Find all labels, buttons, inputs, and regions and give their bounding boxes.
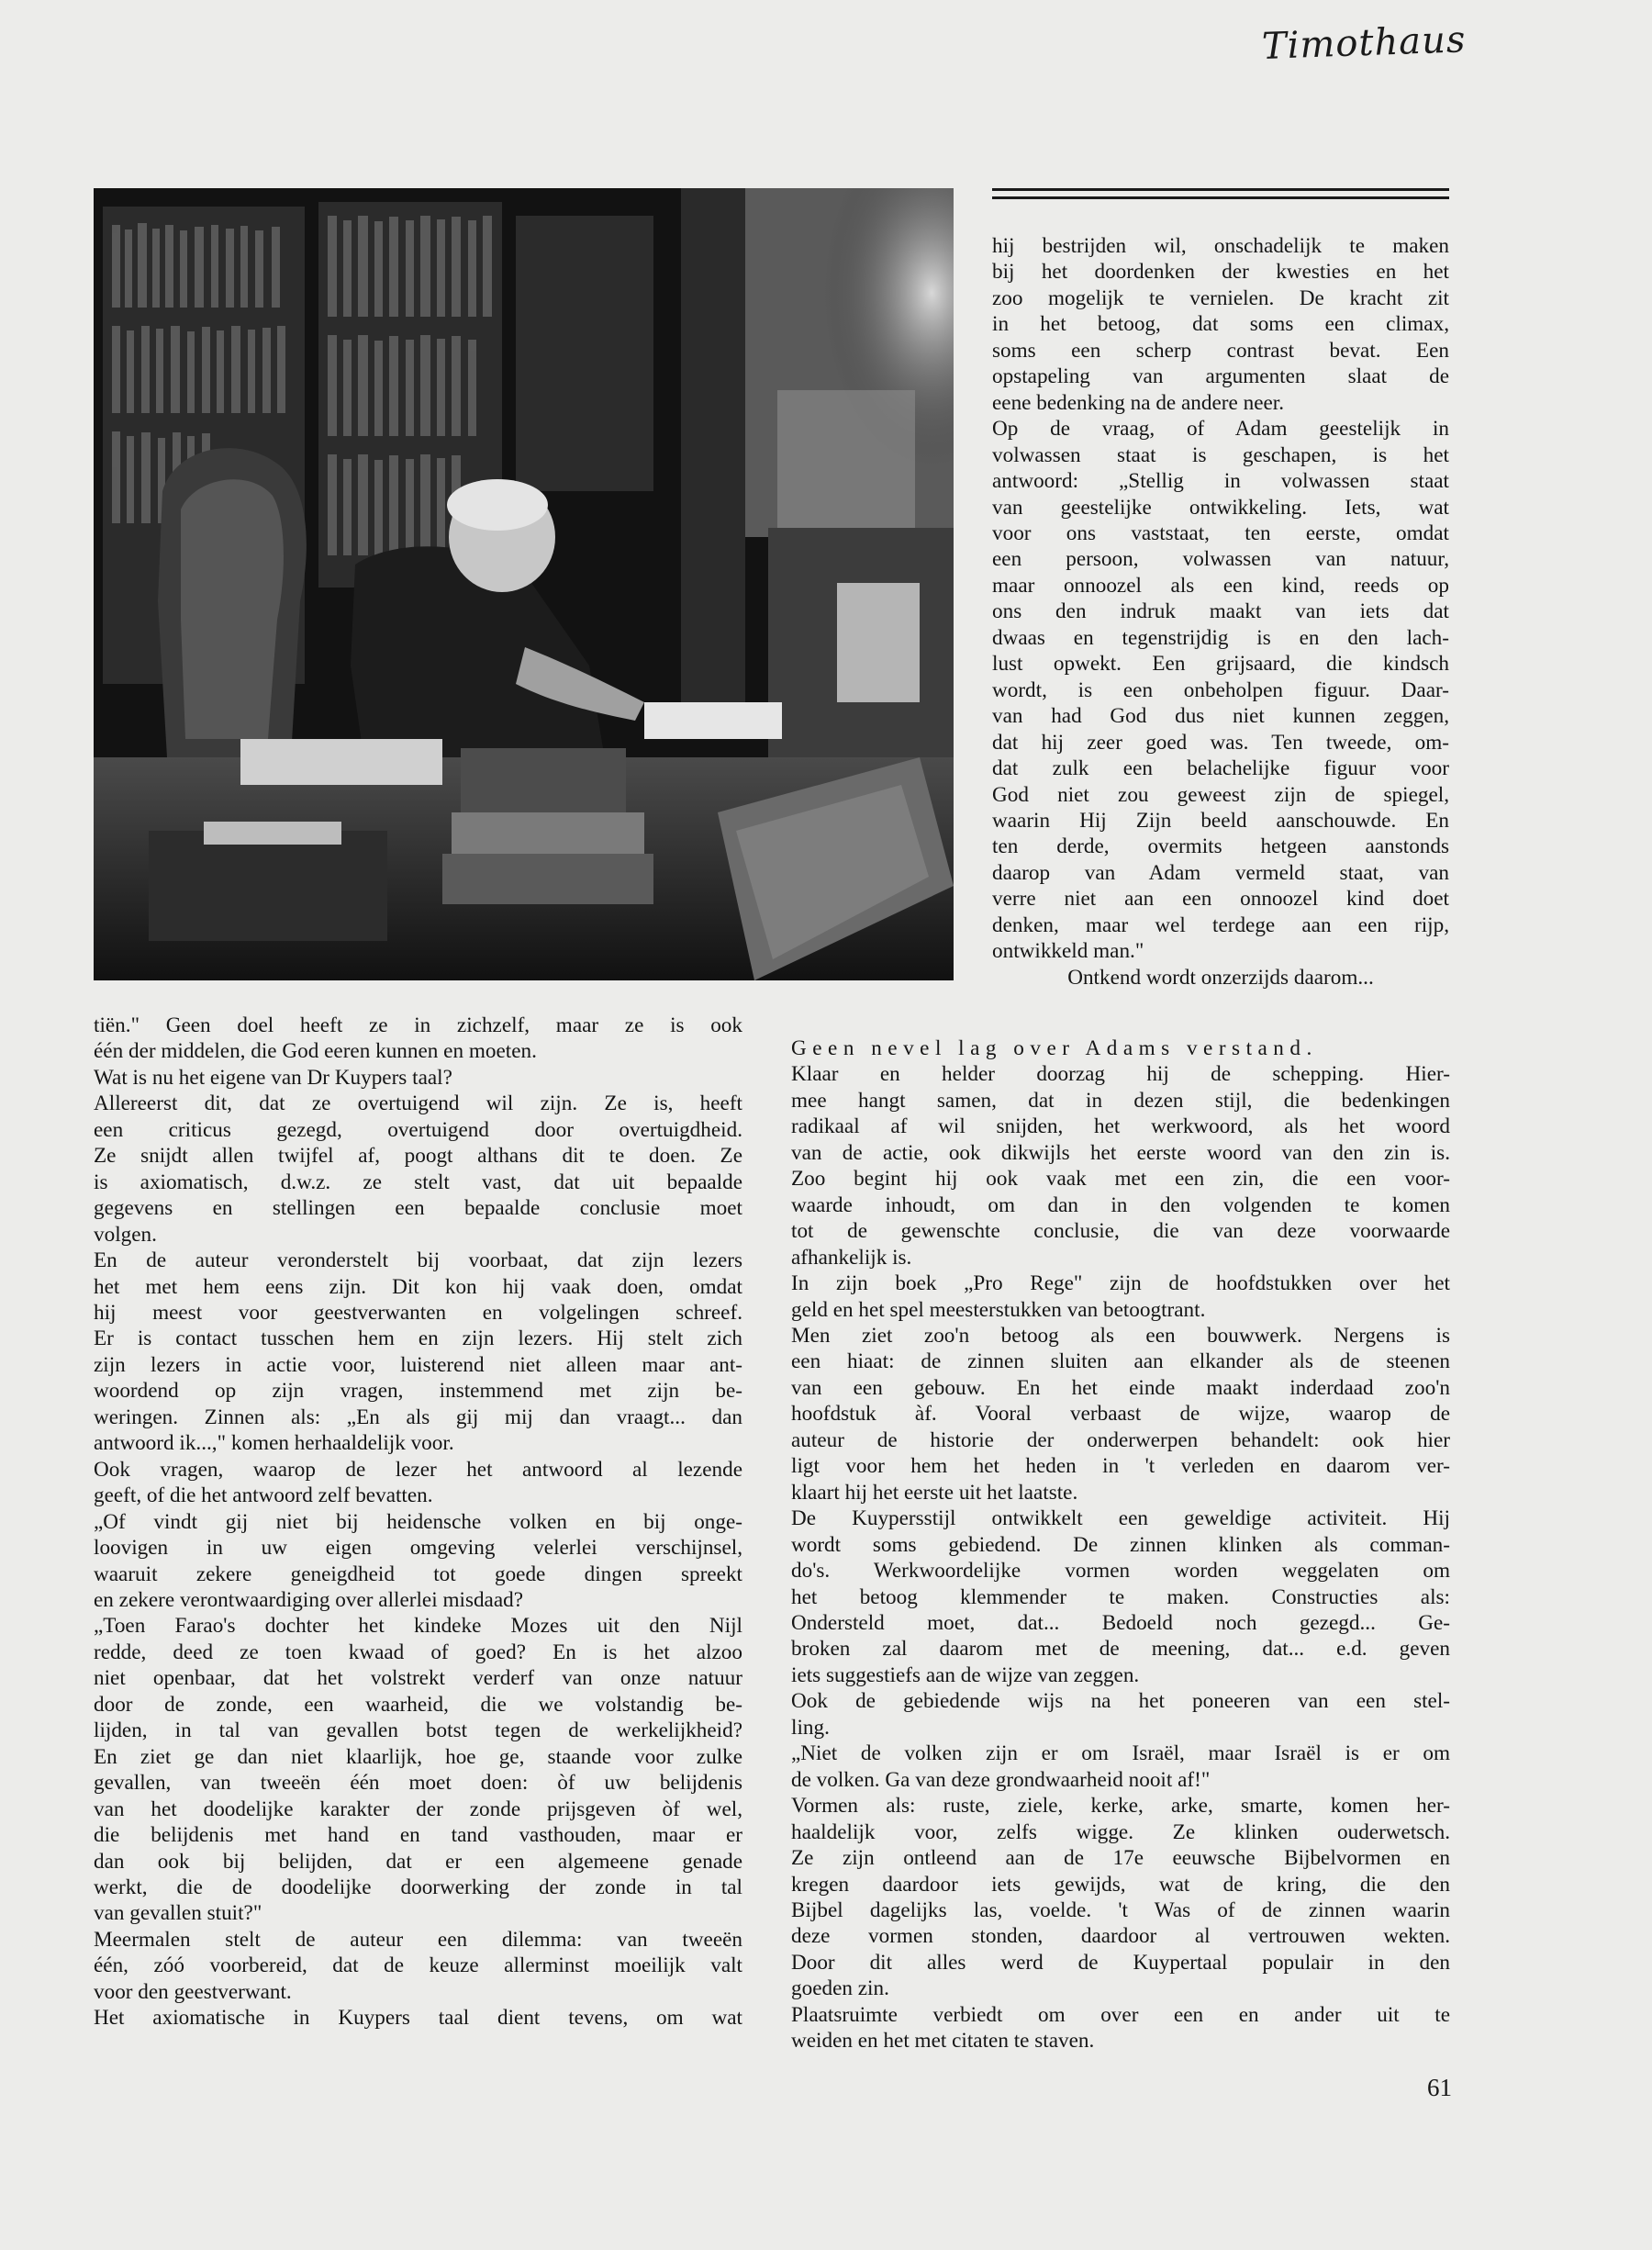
text-line: dwaas en tegenstrijdig is en den lach- <box>992 625 1449 650</box>
text-line: Ook vragen, waarop de lezer het antwoord al lezende <box>94 1457 742 1482</box>
text-line: gegevens en stellingen een bepaalde conclusie moet <box>94 1196 742 1221</box>
text-line: volgen. <box>94 1222 157 1247</box>
text-line: voor ons vaststaat, ten eerste, omdat <box>992 521 1449 545</box>
text-line: „Niet de volken zijn er om Israël, maar Israël is er om <box>791 1741 1450 1766</box>
text-line: zijn lezers in actie voor, luisterend niet alleen maar ant- <box>94 1352 742 1377</box>
text-line: gevallen, van tweeën één moet doen: òf uw belijdenis <box>94 1771 742 1796</box>
text-line: weiden en het met citaten te staven. <box>791 2029 1095 2054</box>
text-line: hij meest voor geestverwanten en volgelingen schreef. <box>94 1300 742 1325</box>
text-line: ons den indruk maakt van iets dat <box>992 599 1449 624</box>
page-number: 61 <box>1427 2074 1452 2101</box>
text-line: lust opwekt. Een grijsaard, die kindsch <box>992 652 1449 677</box>
text-line: waaruit zekere geneigdheid tot goede dingen spreekt <box>94 1562 742 1586</box>
text-line: verre niet aan een onnoozel kind doet <box>992 887 1449 912</box>
text-line: het betoog klemmender te maken. Constructies als: <box>791 1584 1450 1609</box>
text-line: auteur de historie der onderwerpen behandelt: ook hier <box>791 1427 1450 1452</box>
text-line: zoo mogelijk te vernielen. De kracht zit <box>992 285 1449 310</box>
text-line: geld en het spel meesterstukken van betoogtrant. <box>791 1297 1206 1322</box>
text-line: Wat is nu het eigene van Dr Kuypers taal? <box>94 1065 452 1090</box>
text-line: een hiaat: de zinnen sluiten aan elkander als de steenen <box>791 1349 1450 1374</box>
text-line: bij het doordenken der kwesties en het <box>992 260 1449 285</box>
text-line: ten derde, overmits hetgeen aanstonds <box>992 834 1449 859</box>
article-text-right-top <box>992 233 1449 991</box>
text-line: Ze zijn ontleend aan de 17e eeuwsche Bijbelvormen en <box>791 1846 1450 1871</box>
text-line: Zoo begint hij ook vaak met een zin, die een voor- <box>791 1167 1450 1192</box>
text-line: do's. Werkwoordelijke vormen worden weggelaten om <box>791 1559 1450 1584</box>
text-line: lijden, in tal van gevallen botst tegen de werkelijkheid? <box>94 1718 742 1743</box>
text-line: antwoord ik...," komen herhaaldelijk voor. <box>94 1431 454 1456</box>
photo-scholar-at-desk-icon <box>94 188 954 980</box>
text-line: God niet zou geweest zijn de spiegel, <box>992 782 1449 807</box>
text-line: door de zonde, een waarheid, die we volstandig be- <box>94 1692 742 1717</box>
text-line: De Kuypersstijl ontwikkelt een geweldige activiteit. Hij <box>791 1506 1450 1531</box>
text-line: dan ook bij belijden, dat er een algemeene genade <box>94 1849 742 1874</box>
text-line: Er is contact tusschen hem en zijn lezers. Hij stelt zich <box>94 1326 742 1351</box>
text-line: Door dit alles werd de Kuypertaal populair in den <box>791 1950 1450 1975</box>
text-line: En de auteur veronderstelt bij voorbaat, dat zijn lezers <box>94 1248 742 1273</box>
text-line: volwassen staat is geschapen, is het <box>992 442 1449 467</box>
text-line: woordend op zijn vragen, instemmend met zijn be- <box>94 1379 742 1404</box>
text-line: werkt, die de doodelijke doorwerking der zonde in tal <box>94 1875 742 1899</box>
photo-scholar-at-desk <box>94 188 954 980</box>
text-line: die belijdenis met hand en tand vasthouden, maar er <box>94 1823 742 1848</box>
text-line: afhankelijk is. <box>791 1245 912 1270</box>
text-line: Ondersteld moet, dat... Bedoeld noch gezegd... Ge- <box>791 1610 1450 1635</box>
text-line: tiën." Geen doel heeft ze in zichzelf, maar ze is ook <box>94 1013 742 1037</box>
text-line: één, zóó voorbereid, dat de keuze allerminst moeilijk valt <box>94 1953 742 1978</box>
text-line: van had God dus niet kunnen zeggen, <box>992 704 1449 729</box>
article-text-right-bottom <box>791 1035 1450 2054</box>
text-line: Men ziet zoo'n betoog als een bouwwerk. Nergens is <box>791 1323 1450 1348</box>
text-line: kregen daardoor iets gewijds, wat de kring, die den <box>791 1872 1450 1897</box>
text-line: broken zal daarom met de meening, dat... e.d. geven <box>791 1637 1450 1662</box>
text-line: wordt soms gebiedend. De zinnen klinken als comman- <box>791 1532 1450 1557</box>
text-line: haaldelijk voor, zelfs wigge. Ze klinken ouderwetsch. <box>791 1819 1450 1844</box>
text-line: geeft, of die het antwoord zelf bevatten. <box>94 1483 433 1508</box>
text-line: voor den geestverwant. <box>94 1979 292 2004</box>
column-top-rule-second <box>992 196 1449 199</box>
text-line: weringen. Zinnen als: „En als gij mij dan vraagt... dan <box>94 1405 742 1429</box>
text-line: hij bestrijden wil, onschadelijk te maken <box>992 234 1449 258</box>
text-line: daarop van Adam vermeld staat, van <box>992 860 1449 885</box>
text-line: en zekere verontwaardiging over allerlei misdaad? <box>94 1587 524 1612</box>
text-line: ling. <box>791 1715 830 1740</box>
text-line: klaart hij het eerste uit het laatste. <box>791 1480 1078 1505</box>
column-top-rule <box>992 188 1449 191</box>
text-line: Ze snijdt allen twijfel af, poogt althans dit te doen. Ze <box>94 1144 742 1169</box>
text-line: dat zulk een belachelijke figuur voor <box>992 756 1449 781</box>
text-line: antwoord: „Stellig in volwassen staat <box>992 469 1449 494</box>
text-line: van het doodelijke karakter der zonde prijsgeven òf wel, <box>94 1797 742 1821</box>
text-line: één der middelen, die God eeren kunnen en moeten. <box>94 1039 537 1064</box>
text-line: een persoon, volwassen van natuur, <box>992 547 1449 572</box>
text-line: Op de vraag, of Adam geestelijk in <box>992 417 1449 442</box>
text-line: van gevallen stuit?" <box>94 1901 262 1926</box>
text-line: „Toen Farao's dochter het kindeke Mozes uit den Nijl <box>94 1614 742 1639</box>
text-line-spaced: Geen nevel lag over Adams verstand. <box>791 1036 1318 1060</box>
text-line: goeden zin. <box>791 1976 889 2001</box>
text-line: van de actie, ook dikwijls het eerste woord van den zin is. <box>791 1140 1450 1165</box>
text-line: van een gebouw. En het einde maakt inderdaad zoo'n <box>791 1375 1450 1400</box>
text-line: loovigen in uw eigen omgeving velerlei verschijnsel, <box>94 1536 742 1561</box>
text-line: soms een scherp contrast bevat. Een <box>992 338 1449 363</box>
text-line: Plaatsruimte verbiedt om over een en ander uit te <box>791 2002 1450 2027</box>
text-line-spaced: Ontkend wordt onzerzijds daarom... <box>1067 965 1374 990</box>
text-line: waarin Hij Zijn beeld aanschouwde. En <box>992 808 1449 833</box>
text-line: waarde inhoudt, om dan in den volgenden te komen <box>791 1192 1450 1217</box>
text-line: mee hangt samen, dat in dezen stijl, die bedenkingen <box>791 1088 1450 1113</box>
text-line: niet openbaar, dat het volstrekt verderf van onze natuur <box>94 1666 742 1691</box>
text-line: denken, maar wel terdege aan een rijp, <box>992 912 1449 937</box>
text-line: ontwikkeld man." <box>992 939 1144 964</box>
article-text-left <box>94 1013 742 2032</box>
text-line: En ziet ge dan niet klaarlijk, hoe ge, staande voor zulke <box>94 1744 742 1769</box>
text-line: in het betoog, dat soms een climax, <box>992 312 1449 337</box>
text-line: Meermalen stelt de auteur een dilemma: van tweeën <box>94 1927 742 1952</box>
text-line: deze vormen stonden, daardoor al vertrouwen wekten. <box>791 1924 1450 1949</box>
text-line: Bijbel dagelijks las, voelde. 't Was of de zinnen waarin <box>791 1897 1450 1922</box>
text-line: wordt, is een onbeholpen figuur. Daar- <box>992 677 1449 702</box>
text-line: Ook de gebiedende wijs na het poneeren van een stel- <box>791 1689 1450 1714</box>
text-line: Het axiomatische in Kuypers taal dient tevens, om wat <box>94 2006 742 2031</box>
text-line: een criticus gezegd, overtuigend door overtuigdheid. <box>94 1117 742 1142</box>
text-line: radikaal af wil snijden, het werkwoord, als het woord <box>791 1114 1450 1139</box>
text-line: Vormen als: ruste, ziele, kerke, arke, smarte, komen her- <box>791 1794 1450 1819</box>
text-line: is axiomatisch, d.w.z. ze stelt vast, dat uit bepaalde <box>94 1170 742 1194</box>
text-line: van geestelijke ontwikkeling. Iets, wat <box>992 495 1449 520</box>
text-line: ligt voor hem het heden in 't verleden en daarom ver- <box>791 1454 1450 1479</box>
text-line: tot de gewenschte conclusie, die van deze voorwaarde <box>791 1219 1450 1244</box>
text-line: In zijn boek „Pro Rege" zijn de hoofdstukken over het <box>791 1271 1450 1296</box>
text-line: opstapeling van argumenten slaat de <box>992 364 1449 389</box>
text-line: dat hij zeer goed was. Ten tweede, om- <box>992 730 1449 755</box>
text-line: redde, deed ze toen kwaad of goed? En is het alzoo <box>94 1640 742 1664</box>
text-line: Allereerst dit, dat ze overtuigend wil zijn. Ze is, heeft <box>94 1091 742 1116</box>
text-line: het met hem eens zijn. Dit kon hij vaak doen, omdat <box>94 1274 742 1299</box>
handwritten-signature: Timothaus <box>1261 18 1468 68</box>
text-line: eene bedenking na de andere neer. <box>992 390 1285 415</box>
text-line: hoofdstuk àf. Vooral verbaast de wijze, waarop de <box>791 1402 1450 1427</box>
text-line: maar onnoozel als een kind, reeds op <box>992 573 1449 598</box>
text-line: Klaar en helder doorzag hij de schepping. Hier- <box>791 1062 1450 1087</box>
text-line: iets suggestiefs aan de wijze van zeggen. <box>791 1662 1140 1687</box>
text-line: „Of vindt gij niet bij heidensche volken en bij onge- <box>94 1509 742 1534</box>
text-line: de volken. Ga van deze grondwaarheid nooit af!" <box>791 1767 1211 1792</box>
